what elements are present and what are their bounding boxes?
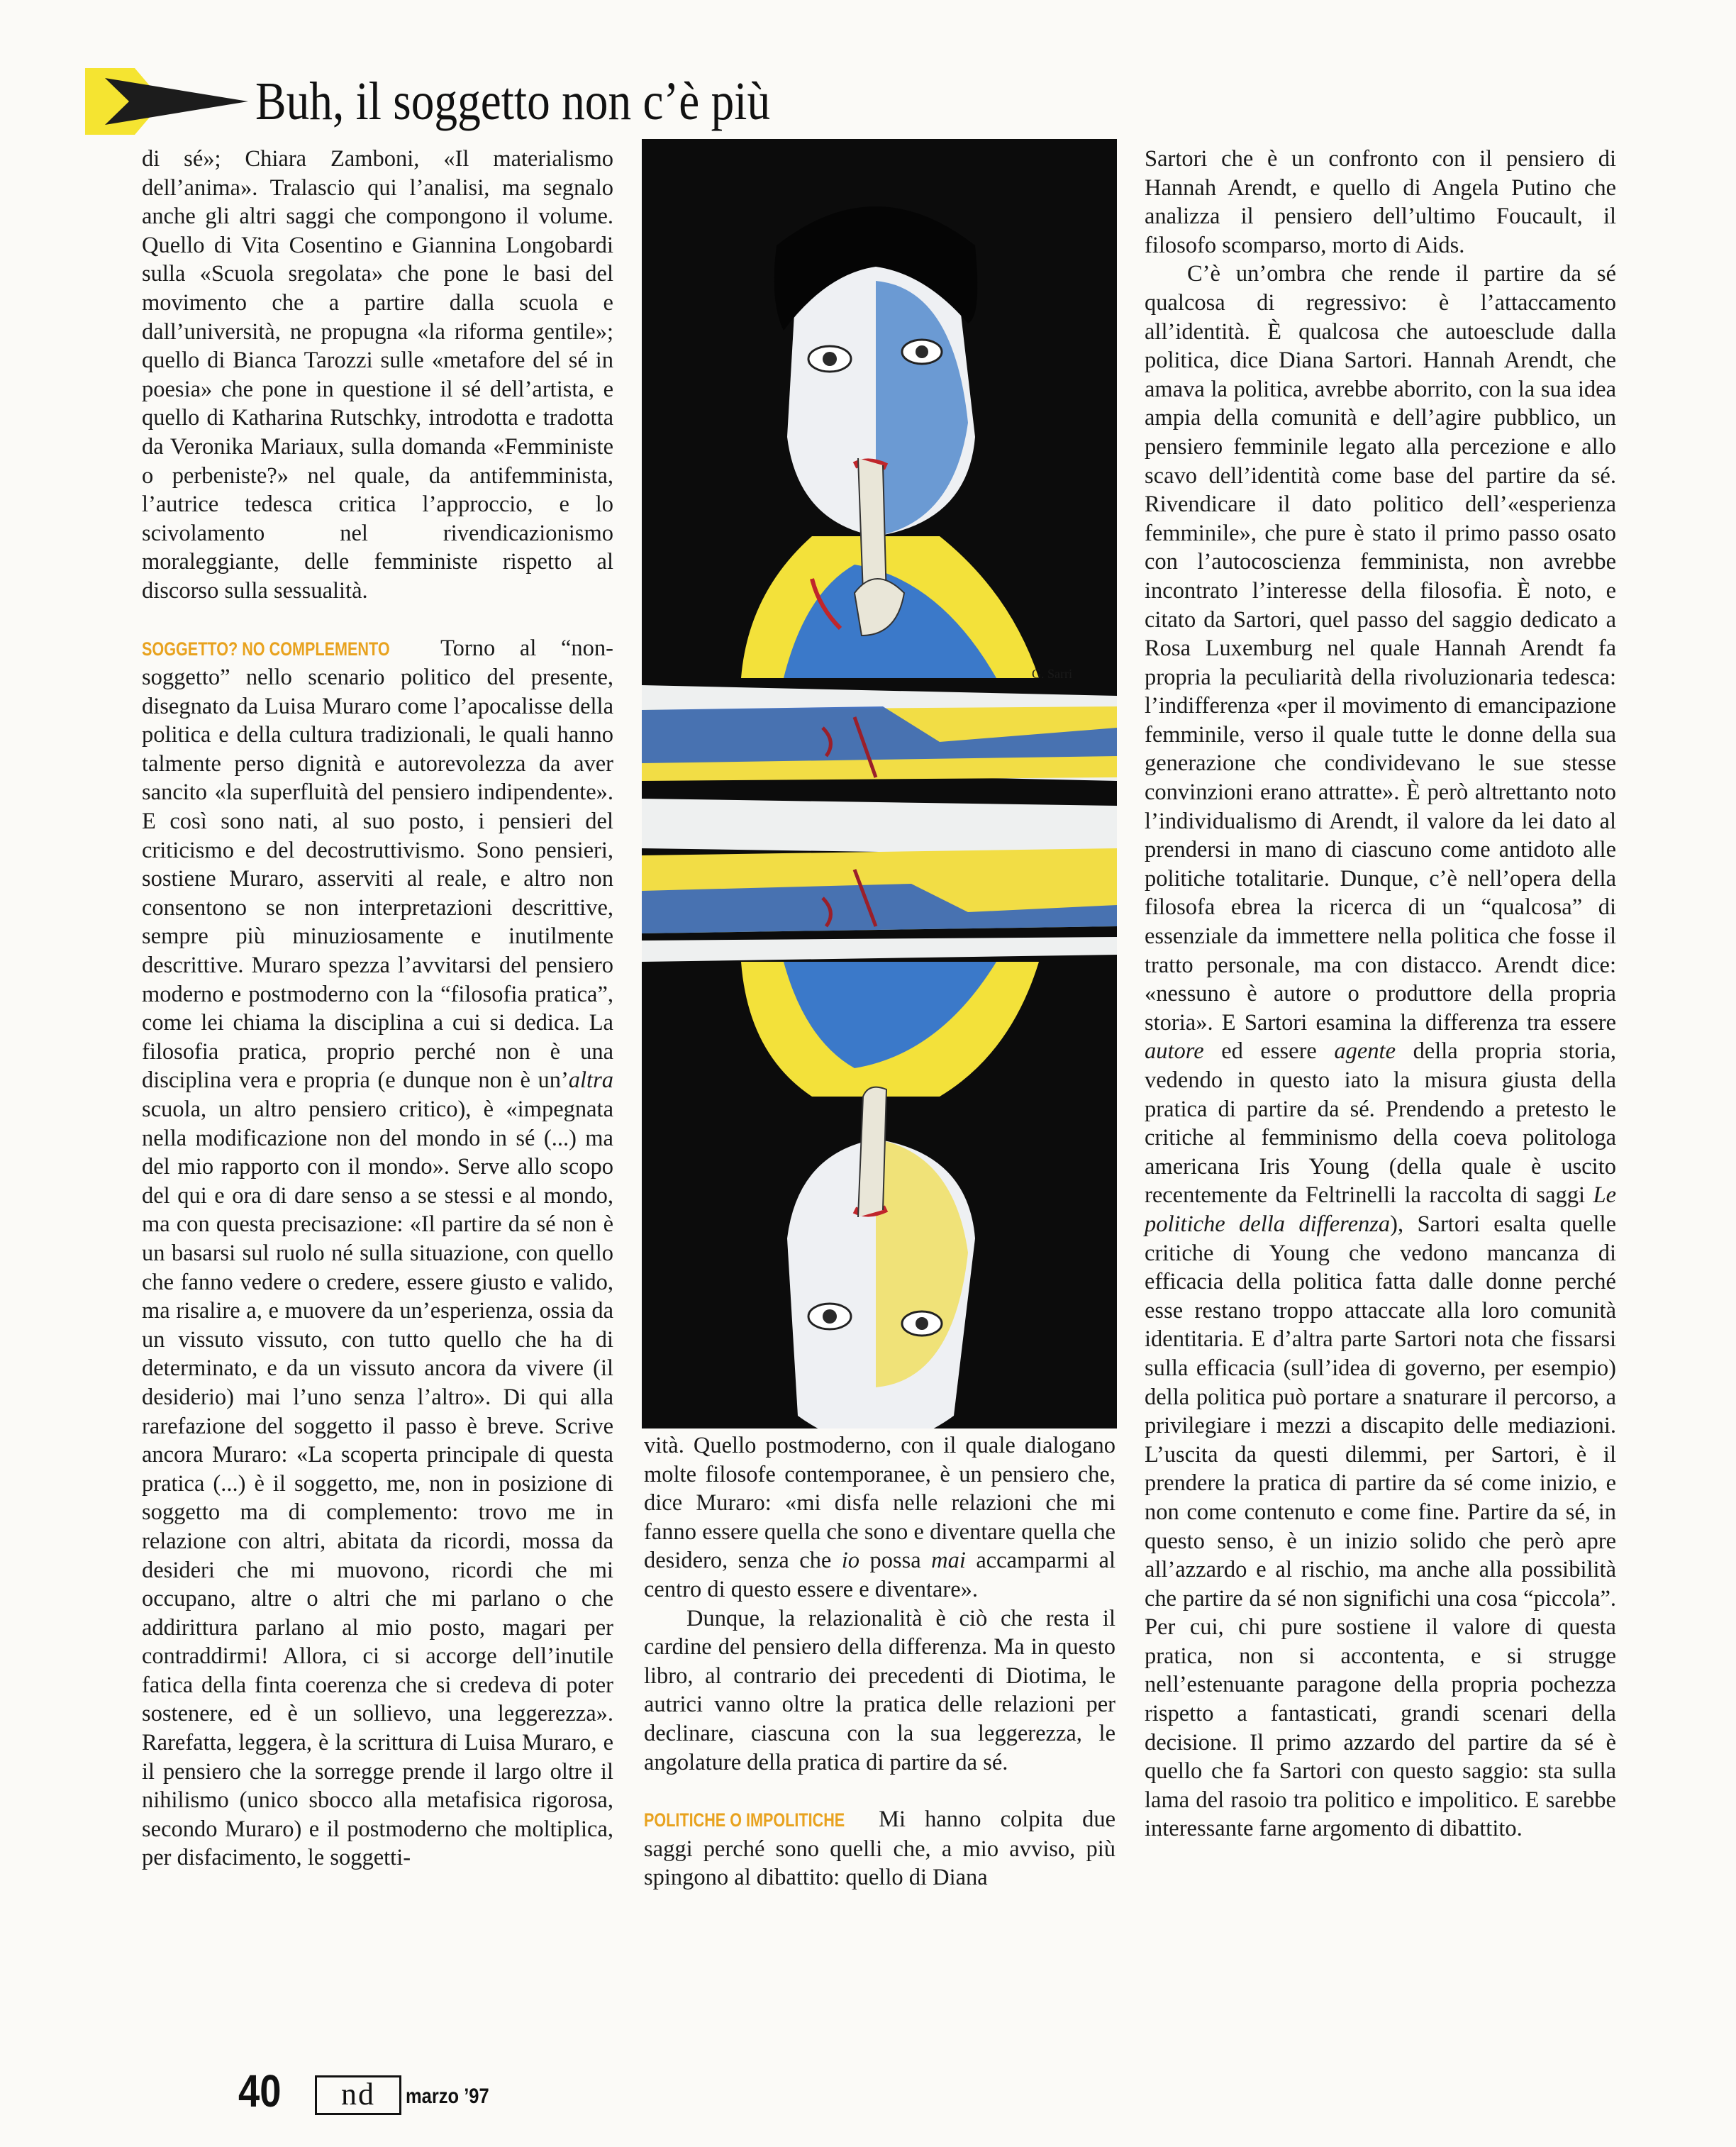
page-number: 40 bbox=[238, 2065, 282, 2117]
paragraph: di sé»; Chiara Zamboni, «Il materialismo dell’anima». Tralascio qui l’analisi, ma segnalo anche gli altri saggi che compongono il volume. Quello di Vita Cosentino e Giannina Longobardi sulla «Scuola sregolata» che pone le basi del movimento che a partire dalla scuola e dall’università, ne propugna «la riforma gentile»; quello di Bianca Tarozzi sulle «metafore del sé in poesia» che pone in questione il sé dell’artista, e quello di Katharina Rutschky, introdotta e tradotta da Veronika Mariaux, sulla domanda «Femministe o perbeniste?» nel quale, da antifemminista, l’autrice tedesca critica l’approccio, e lo scivolamento nel rivendicazionismo moraleggiante, delle femministe rispetto al discorso sulla sessualità. bbox=[142, 146, 613, 604]
illustration bbox=[642, 139, 1117, 1428]
paragraph: POLITICHE O IMPOLITICHE Mi hanno colpita due saggi perché sono quelli che, a mio avviso, più spingono al dibattito: quello di Diana bbox=[644, 1807, 1116, 1891]
section-subhead: POLITICHE O IMPOLITICHE bbox=[644, 1809, 845, 1831]
magazine-logo: nd bbox=[315, 2075, 401, 2115]
article-title: Buh, il soggetto non c’è più bbox=[255, 72, 771, 131]
paragraph: vità. Quello postmoderno, con il quale dialogano molte filosofe contemporanee, è un pensiero che, dice Muraro: «mi disfa nelle relazioni che mi fanno essere quella che sono e diventare quella che desidero, senza che io possa mai accamparmi al centro di questo essere e diventare». bbox=[644, 1433, 1115, 1602]
article-header bbox=[85, 62, 865, 140]
paragraph: SOGGETTO? NO COMPLEMENTO Torno al “non-soggetto” nello scenario politico del presente, disegnato da Luisa Muraro come l’apocalisse della politica e della cultura tradizionali, le quali hanno talmente perso dignità e autorevolezza da aver sancito «la superfluità del pensiero indipendente». E così sono nati, al suo posto, i pensieri del criticismo e del decostruttivismo. Sono pensieri, sostiene Muraro, asserviti al reale, e altro non consentono se non interpretazioni descrittive, sempre più minuziosamente e inutilmente descrittive. Muraro spezza l’avvitarsi del pensiero moderno e postmoderno con la “filosofia pratica”, come lei chiama la disciplina a cui si dedica. La filosofia pratica, proprio perché non è una disciplina vera e propria (e dunque non è un’altra scuola, un altro pensiero critico), è «impegnata nella modificazione non del mondo in sé (...) ma del mio rapporto con il mondo». Serve allo scopo del qui e ora di dare senso a se stessi e al mondo, ma con questa precisazione: «Il partire da sé non è un basarsi sul ruolo né sulla situazione, con quello che fanno vedere o credere, essere giusto e valido, ma risalire a, e muovere da un’esperienza, ossia da un vissuto vissuto, con tutto quello che ha di determinato, e da un vissuto ancora da vivere (il desiderio) mai l’uno senza l’altro». Di qui alla rarefazione del soggetto il passo è breve. Scrive ancora Muraro: «La scoperta principale di questa pratica (...) è il soggetto, me, non in posizione di soggetto ma di complemento: trovo me in relazione con altri, abitata da ricordi, mossa da desideri che mi muovono, ricordi che mi occupano, altre o altri che mi parlano o che addirittura parlano al mio posto, magari per contraddirmi! Allora, ci si accorge dell’inutile fatica della finta coerenza che si credeva di poter sostenere, ed è un sollievo, una leggerezza». Rarefatta, leggera, è la scrittura di Luisa Muraro, e il pensiero che la sorregge prende il largo oltre il nihilismo (unico sbocco alla metafisica rigorosa, secondo Muraro) e il postmoderno che moltiplica, per disfacimento, le soggetti- bbox=[142, 635, 613, 1871]
text-column-2 bbox=[644, 1431, 1115, 1892]
issue-date: marzo ’97 bbox=[406, 2085, 489, 2108]
text-column-3 bbox=[1145, 145, 1616, 1843]
arrow-icon bbox=[85, 62, 255, 140]
paragraph: Sartori che è un confronto con il pensiero di Hannah Arendt, e quello di Angela Putino che analizza il pensiero dell’ultimo Foucault, il filosofo scomparso, morto di Aids. bbox=[1145, 146, 1616, 258]
paragraph: C’è un’ombra che rende il partire da sé qualcosa di regressivo: è l’attaccamento all’identità. È qualcosa che autoesclude dalla politica, dice Diana Sartori. Hannah Arendt, che amava la politica, avrebbe aborrito, con la sua idea ampia della comunità e dell’agire pubblico, un pensiero femminile legato alla percezione e allo scavo dell’identità come base del partire da sé. Rivendicare il dato politico dell’«esperienza femminile», che pure è stato il primo passo osato con l’autocoscienza femminista, non avrebbe incontrato l’interesse della filosofia. È noto, e citato da Sartori, quel passo del saggio dedicato a Rosa Luxemburg nel quale Hannah Arendt fa propria la peculiarità della rivoluzionaria tedesca: l’indifferenza «per il movimento di emancipazione femminile, verso il quale tutte le donne della sua generazione che condividevano le sue stesse convinzioni erano attratte». È però altrettanto noto l’individualismo di Arendt, il valore da lei dato al prendersi in mano di ciascuno come antidoto alle politiche totalitarie. Dunque, c’è nell’opera della filosofa ebrea la ricerca di un “qualcosa” di essenziale da immettere nella politica che fosse il tratto personale, ma con distacco. Arendt dice: «nessuno è autore o produttore della propria storia». E Sartori esamina la differenza tra essere autore ed essere agente della propria storia, vedendo in questo iato la misura giusta della pratica di partire da sé. Prendendo a pretesto le critiche al femminismo della coeva politologa americana Iris Young (della quale è uscito recentemente da Feltrinelli la raccolta di saggi Le politiche della differenza), Sartori esalta quelle critiche di Young che vedono mancanza di efficacia della politica fatta dalle donne perché esse restano troppo attaccate alla loro comunità identitaria. E d’altra parte Sartori nota che fissarsi sulla efficacia (sull’idea di governo, per esempio) della politica può portare a snaturare il percorso, a privilegiare i mezzi a discapito delle mediazioni. L’uscita da questi dilemmi, per Sartori, è il prendere la pratica di partire da sé come inizio, e non come contenuto e come fine. Partire da sé, in questo senso, è un inizio solido che però apre all’azzardo e al rischio, ma anche alla possibilità che partire da sé non significhi una cosa “piccola”. Per cui, chi pure sostiene il valore di questa pratica, non si accontenta, e si strugge nell’estenuante paragone della propria pochezza rispetto a fantasticati, grandi scenari della decisione. Il primo azzardo del partire da sé è quello che fa Sartori con questo saggio: sta sulla lama del rasoio tra politico e impolitico. E sarebbe interessante farne argomento di dibattito. bbox=[1145, 261, 1616, 1842]
text-column-1 bbox=[142, 145, 613, 1873]
section-subhead: SOGGETTO? NO COMPLEMENTO bbox=[142, 638, 390, 660]
artist-signature: G. Sarri bbox=[1032, 667, 1072, 681]
paragraph: Dunque, la relazionalità è ciò che resta il cardine del pensiero della differenza. Ma in questo libro, al contrario dei precedenti di Diotima, le autrici vanno oltre la pratica delle relazioni per declinare, ciascuna con la sua leggerezza, le angolature della pratica di partire da sé. bbox=[644, 1605, 1115, 1775]
